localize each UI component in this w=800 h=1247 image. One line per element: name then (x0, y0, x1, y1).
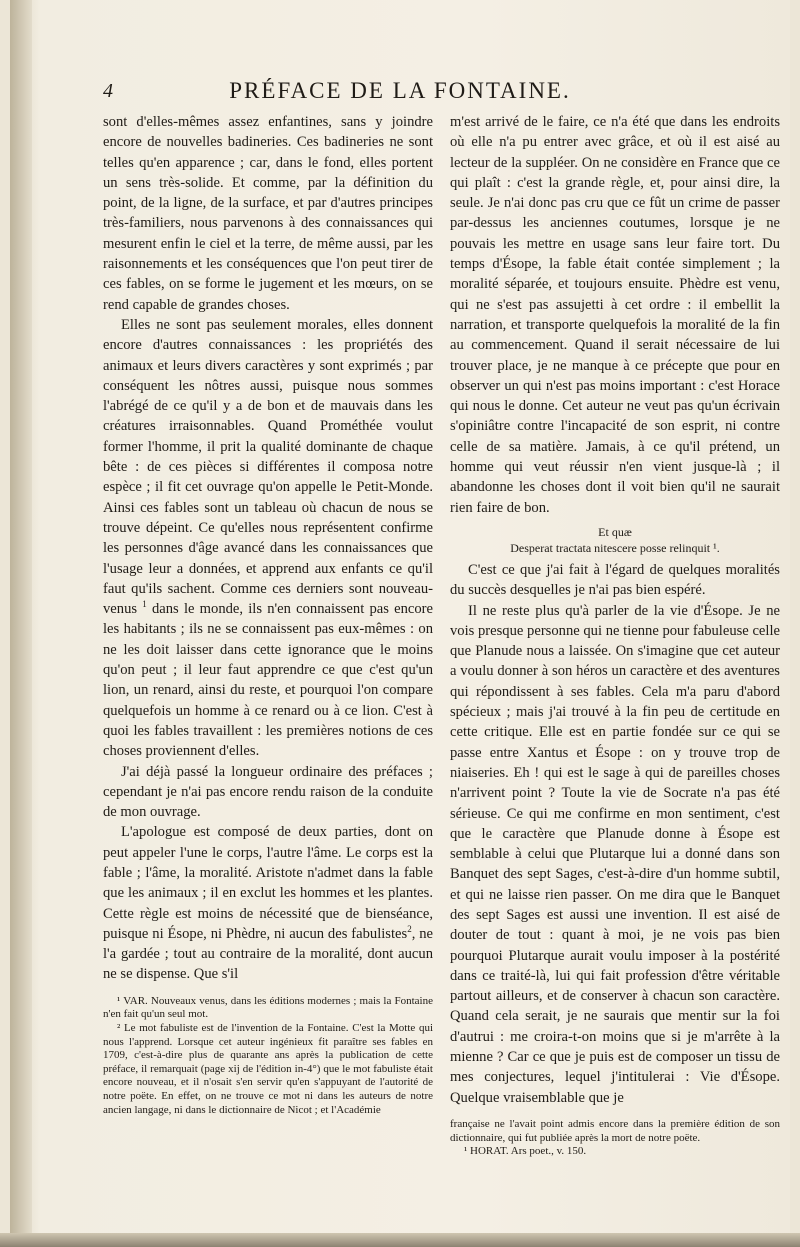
paragraph: Il ne reste plus qu'à parler de la vie d'Ésope. Je ne vois presque personne qui ne tienne pour fabuleuse celle que Planude nous a laissée. On s'imagine que cet auteur a voulu donner à son héros un caractère et des aventures qui répondissent à ses fables. Cela m'a paru d'abord spécieux ; mais j'ai trouvé à la fin peu de certitude en cette critique. Elle est en partie fondée sur ce qui se passe entre Xantus et Ésope : on y trouve trop de niaiseries. Eh ! qui est le sage à qui de pareilles choses n'arrivent point ? Toute la vie de Socrate n'a pas été sérieuse. Ce qui me confirme en mon sentiment, c'est que le caractère que Planude donne à Ésope est semblable à celui que Plutarque lui a donné dans son Banquet des sept Sages, c'est-à-dire d'un homme subtil, et qui ne laisse rien passer. On me dira que le Banquet des sept Sages est aussi une invention. Il est aisé de douter de tout : quant à moi, je ne vois pas bien pourquoi Plutarque aurait voulu imposer à la postérité dans ce traité-là, lui qui fait profession d'être véritable partout ailleurs, et de conserver à chacun son caractère. Quand cela serait, je ne saurais que mentir sur la foi d'autrui : me croira-t-on moins que si je m'arrête à la mienne ? Car ce que je puis est de composer un tissu de mes conjectures, lequel j'intitulerai : Vie d'Ésope. Quelque vraisemblable que je (450, 602, 780, 1106)
page-binding-shadow (10, 0, 32, 1247)
footnote-ref: 2 (407, 924, 412, 935)
quote-line: Et quæ (598, 524, 632, 539)
paragraph-text: L'apologue est composé de deux parties, dont on peut appeler l'une le corps, l'autre l'âme. Le corps est la fable ; l'âme, la moralité. Aristote n'admet dans la fable que les animaux ; il en exclut les hommes et les plantes. Cette règle est moins de nécessité que de bienséance, puisque ni Ésope, ni Phèdre, ni aucun des fabulistes (103, 824, 433, 942)
footnote-continuation: française ne l'avait point admis encore dans la première édition de son dictionnaire, qui fut publiée après la mort de notre poëte. (450, 1117, 780, 1144)
bottom-edge (0, 1233, 800, 1247)
paragraph (103, 315, 433, 762)
latin-quote (450, 524, 780, 556)
paragraph: m'est arrivé de le faire, ce n'a été que dans les endroits où elle n'a pu entrer avec grâce, et où il est aisé au lecteur de la suppléer. On ne considère en France que ce qui plaît : c'est la grande règle, et, pour ainsi dire, la seule. Je n'ai donc pas cru que ce fût un crime de passer par-dessus les anciennes coutumes, lorsque je ne pouvais les mettre en usage sans leur faire tort. Du temps d'Ésope, la fable était contée simplement ; la moralité séparée, et toujours ensuite. Phèdre est venu, qui ne s'est pas assujetti à cet ordre : il embellit la narration, et transporte quelquefois la moralité de la fin au commencement. Quand il serait nécessaire de lui trouver place, je ne manque à ce précepte que pour en observer un qui n'est pas moins important : c'est Horace qui nous le donne. Cet auteur ne veut pas qu'un écrivain s'opiniâtre contre l'incapacité de son esprit, ni contre celle de sa matière. Jamais, à ce qu'il prétend, un homme qui veut réussir n'en vient jusque-là ; il abandonne les choses dont il voit bien qu'il ne saurait rien faire de bon. (450, 114, 780, 516)
footnote: ¹ HORAT. Ars poet., v. 150. (464, 1145, 587, 1158)
footnotes (450, 1118, 780, 1159)
paragraph (103, 822, 433, 984)
footnotes (103, 995, 433, 1117)
paragraph-text: Elles ne sont pas seulement morales, elles donnent encore d'autres connaissances : les propriétés des animaux et leurs divers caractères y sont exprimés ; par conséquent les nôtres aussi, puisque nous sommes l'abrégé de ce qu'il y a de bon et de mauvais dans les créatures irraisonnables. Quand Prométhée voulut former l'homme, il prit la qualité dominante de chaque bête : de ces pièces si différentes il composa notre espèce ; il fit cet ouvrage qu'on appelle le Petit-Monde. Ainsi ces fables sont un tableau où chacun de nous se trouve dépeint. Ce qu'elles nous représentent confirme les personnes d'âge avancé dans les connaissances que l'usage leur a données, et apprend aux enfants ce qu'il faut qu'ils sachent. Comme ces derniers sont nouveau-venus (103, 316, 433, 618)
footnote: ¹ VAR. Nouveaux venus, dans les éditions modernes ; mais la Fontaine n'en fait qu'un seul mot. (103, 994, 433, 1021)
footnote: ² Le mot fabuliste est de l'invention de la Fontaine. C'est la Motte qui nous l'apprend. Lorsque cet auteur ingénieux fit paraître ses fables en 1709, c'est-à-dire plus de quarante ans après la publication de cette préface, il remarquait (page xij de l'édition in-4°) que le mot fabuliste était encore nouveau, et il n'osait s'en servir qu'en s'appuyant de l'autorité de notre poëte. En effet, on ne trouve ce mot ni dans les auteurs de notre ancien langage, ni dans le dictionnaire de Nicot ; et l'Académie (103, 1021, 433, 1116)
footnote-ref: 1 (142, 599, 147, 610)
paragraph: J'ai déjà passé la longueur ordinaire des préfaces ; cependant je n'ai pas encore rendu raison de la conduite de mon ouvrage. (103, 763, 433, 821)
quote-line: Desperat tractata nitescere posse relinquit ¹. (510, 540, 720, 555)
paragraph-text: dans le monde, ils n'en connaissent pas encore les habitants ; ils ne se connaissent pas eux-mêmes : on ne les doit laisser dans cette ignorance que le moins qu'on peut ; il leur faut apprendre ce que c'est qu'un lion, un renard, ainsi du reste, et pourquoi l'on compare quelquefois un homme à ce renard ou à ce lion. C'est à quoi les fables travaillent : les premières notions de ces choses proviennent d'elles. (103, 601, 433, 760)
paragraph: C'est ce que j'ai fait à l'égard de quelques moralités du succès desquelles je n'ai pas bien espéré. (450, 561, 780, 599)
page-number: 4 (103, 80, 113, 102)
page-heading: PRÉFACE DE LA FONTAINE. (229, 78, 571, 103)
running-head (0, 78, 800, 108)
right-column (450, 112, 780, 1159)
paragraph: sont d'elles-mêmes assez enfantines, sans y joindre encore de nouvelles badineries. Ces badineries ne sont telles qu'en apparence ; car, dans le fond, elles portent un sens très-solide. Et comme, par la définition du point, de la ligne, de la surface, et par d'autres principes très-familiers, nous parvenons à des connaissances qui mesurent enfin le ciel et la terre, de même aussi, par les raisonnements et les conséquences que l'on peut tirer de ces fables, on se forme le jugement et les mœurs, on se rend capable de grandes choses. (103, 114, 433, 313)
paragraph-text: , ne l'a gardée ; tout au contraire de la moralité, dont aucun ne se dispense. Que s'il (103, 925, 434, 983)
left-column (103, 112, 433, 1117)
